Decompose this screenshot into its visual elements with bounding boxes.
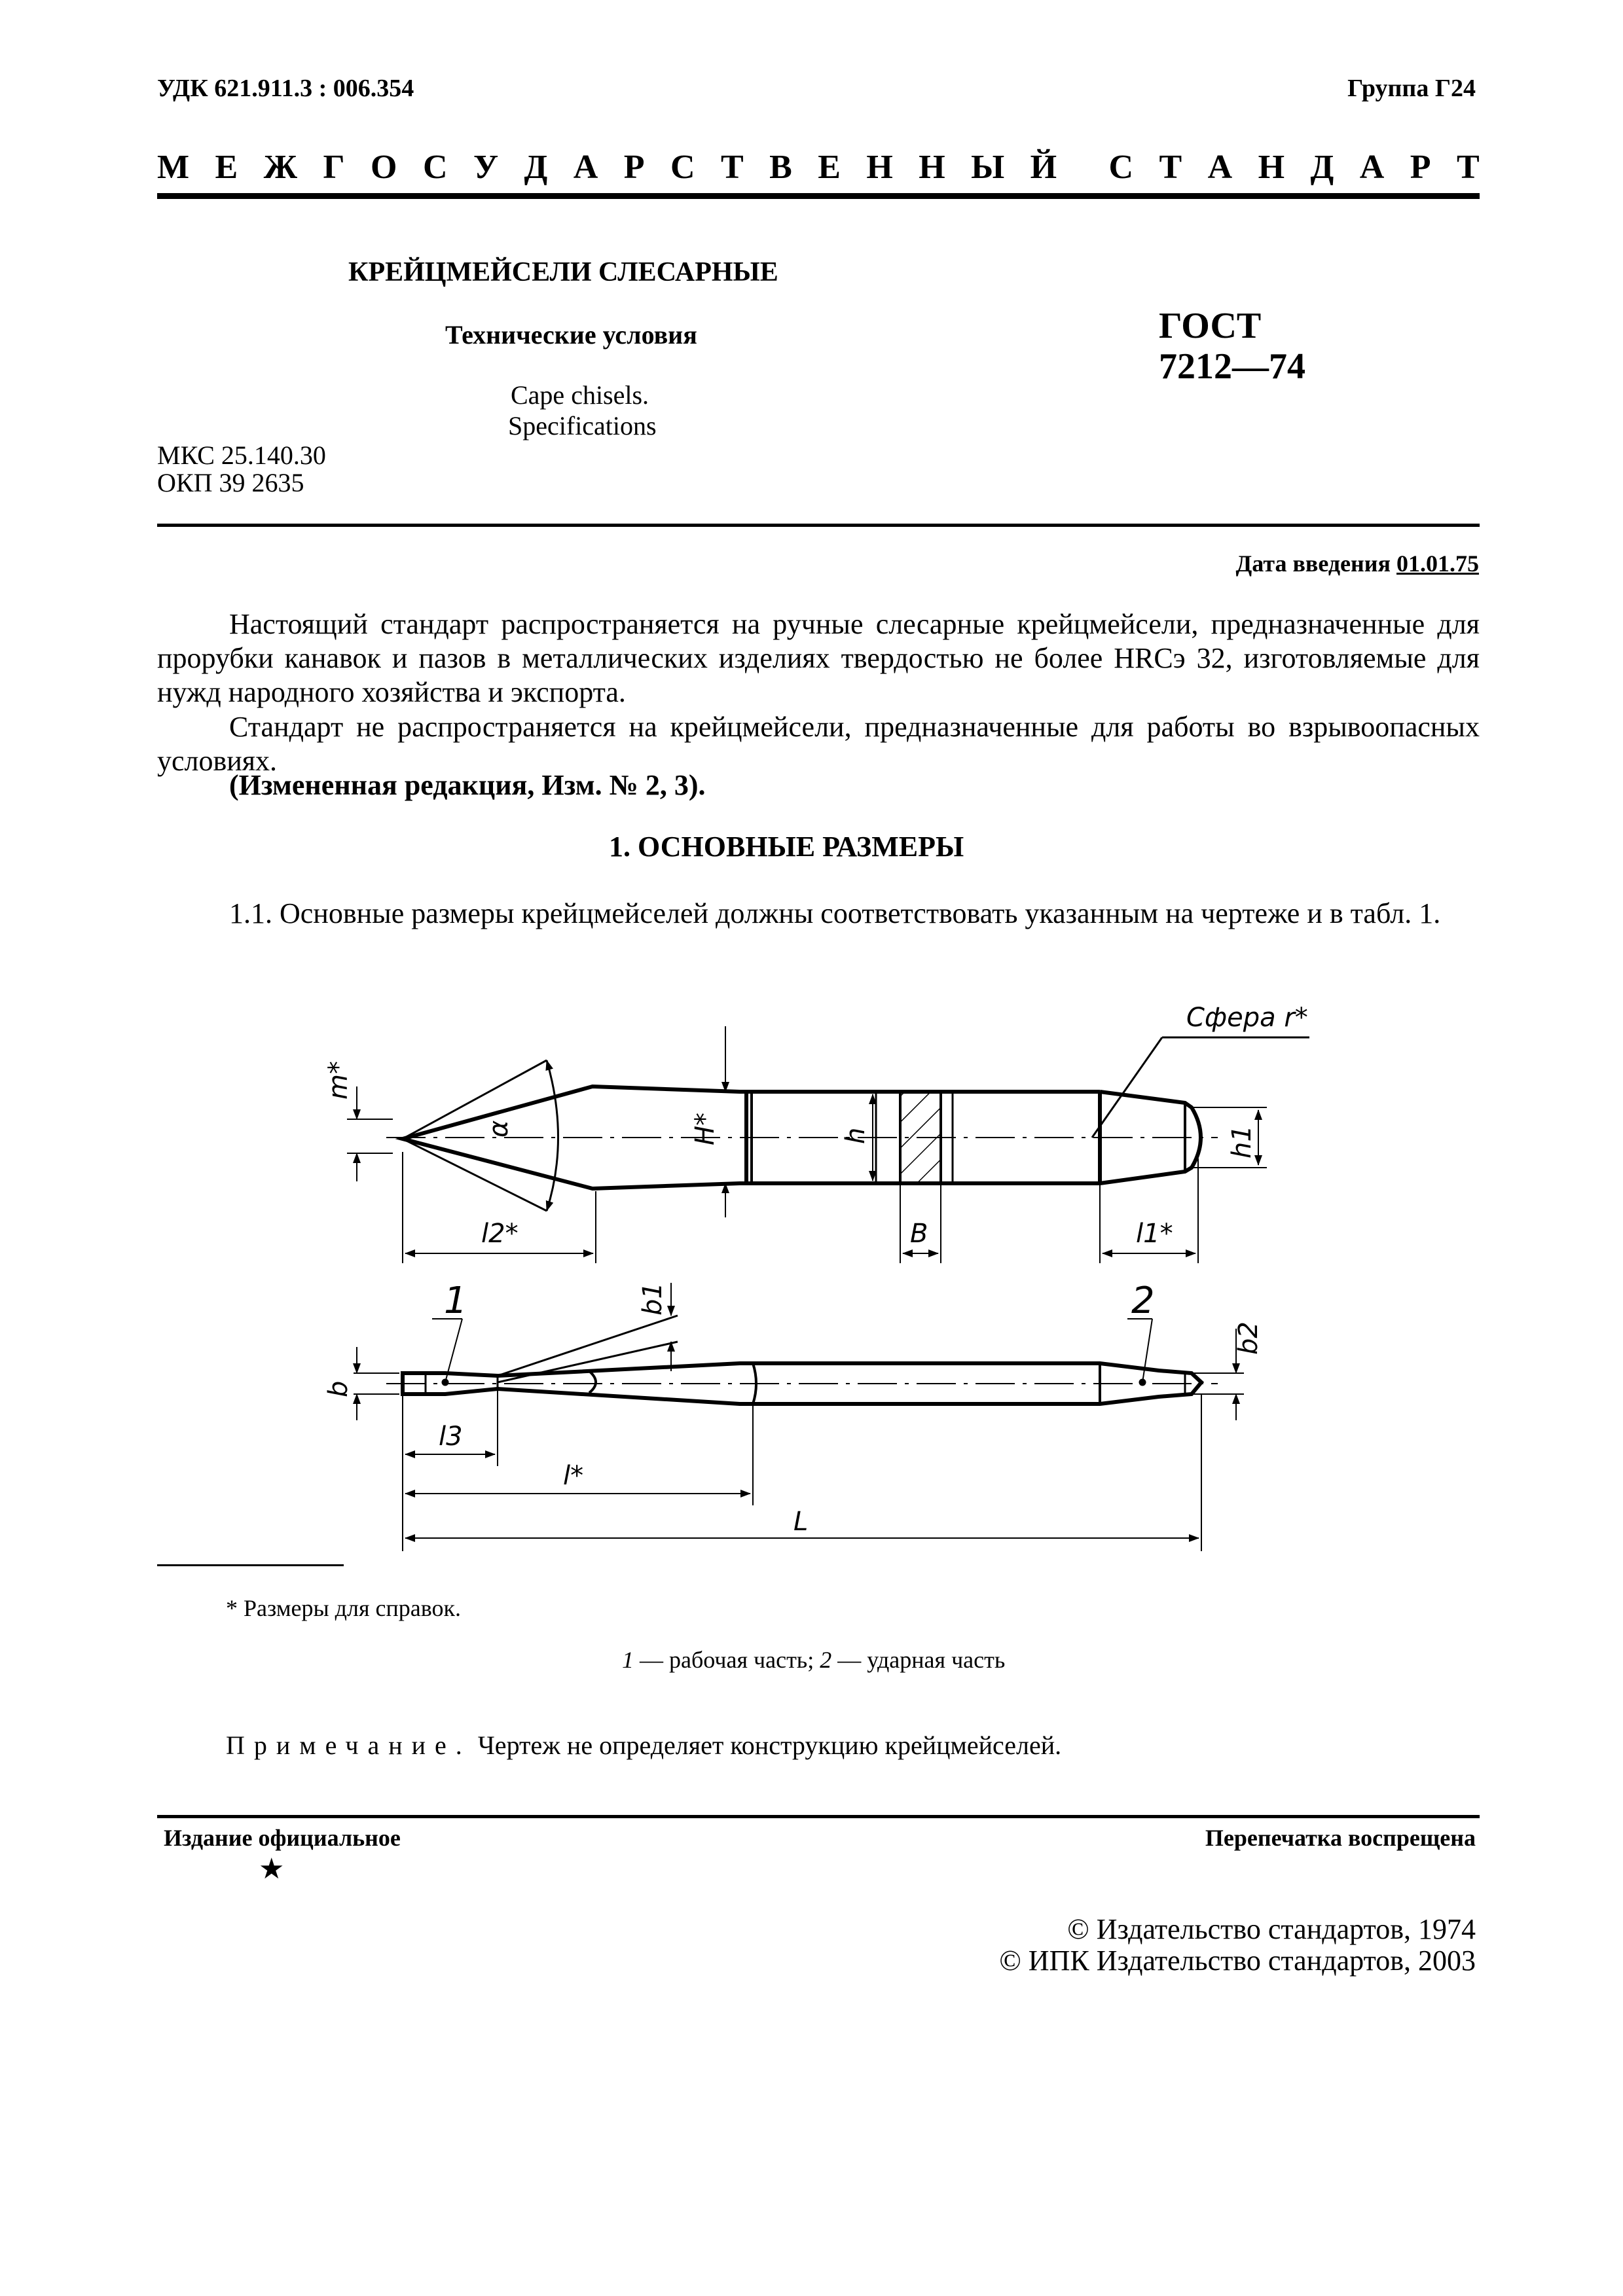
banner-letter: Т: [1159, 148, 1182, 186]
callout-1: 1: [444, 1280, 467, 1322]
banner-letter: С: [422, 148, 448, 186]
banner-letter: Н: [919, 148, 945, 186]
banner-letter: Г: [323, 148, 345, 186]
header-rule: [157, 193, 1480, 199]
udk-code: УДК 621.911.3 : 006.354: [157, 75, 414, 102]
title-rule: [157, 524, 1480, 527]
banner-letter: Т: [720, 148, 744, 186]
scope-paragraph: Настоящий стандарт распространяется на ручные слесарные крейцмейсели, предназначенные для прорубки канавок и пазов в металлических изделиях твердостью не более HRCэ 32, изготовляемые для нужд народного хозяйства и экспорта.: [157, 608, 1480, 708]
banner-letter: М: [157, 148, 190, 186]
banner-letter: Р: [1410, 148, 1431, 186]
label-l: l*: [563, 1461, 584, 1491]
label-b2: b2: [1233, 1321, 1264, 1355]
drawing-legend: [622, 1646, 1005, 1674]
label-B: B: [910, 1219, 928, 1249]
note-text: Чертеж не определяет конструкцию крейцмейселей.: [471, 1731, 1062, 1760]
drawing-note: [226, 1730, 1061, 1761]
label-H: H*: [690, 1112, 720, 1145]
label-m: m*: [323, 1061, 354, 1100]
group-code: Группа Г24: [1347, 75, 1476, 102]
banner-letter: Р: [623, 148, 645, 186]
star-icon: ★: [259, 1852, 285, 1886]
okp-code: ОКП 39 2635: [157, 468, 304, 497]
banner-letter: Д: [524, 148, 548, 186]
banner-letter: Ы: [971, 148, 1005, 186]
label-b: b: [323, 1380, 354, 1397]
legend-1-number: 1: [622, 1647, 634, 1673]
banner-letter: Е: [215, 148, 238, 186]
amendment-note: (Измененная редакция, Изм. № 2, 3).: [229, 769, 706, 801]
document-subtitle: Технические условия: [445, 320, 697, 350]
banner-letter: А: [1359, 148, 1385, 186]
intro-date-value: 01.01.75: [1396, 550, 1479, 577]
banner-letter: А: [1207, 148, 1233, 186]
banner-letter: Д: [1310, 148, 1334, 186]
reprint-prohibited: Перепечатка воспрещена: [1205, 1825, 1476, 1851]
banner-letter: Й: [1030, 148, 1057, 186]
english-title-line2: Specifications: [508, 411, 657, 440]
label-h1: h1: [1227, 1125, 1257, 1158]
footnote-rule: [157, 1564, 344, 1566]
note-label: Примечание.: [226, 1731, 471, 1760]
document-title: КРЕЙЦМЕЙСЕЛИ СЛЕСАРНЫЕ: [348, 257, 778, 287]
banner-letter: С: [670, 148, 695, 186]
legend-2-text: — ударная часть: [831, 1647, 1006, 1673]
label-alpha: α: [484, 1120, 514, 1138]
gost-label: ГОСТ: [1159, 306, 1262, 346]
banner-letter: С: [1108, 148, 1134, 186]
banner-letter: Н: [1258, 148, 1285, 186]
banner-letter: Ж: [263, 148, 298, 186]
section-title: 1. ОСНОВНЫЕ РАЗМЕРЫ: [609, 831, 964, 863]
chisel-drawing: [0, 969, 1623, 1558]
banner-letter: У: [473, 148, 499, 186]
gost-number: 7212—74: [1159, 346, 1305, 387]
legend-2-number: 2: [820, 1647, 832, 1673]
label-b1: b1: [638, 1282, 668, 1316]
label-l2: l2*: [481, 1219, 519, 1249]
label-sphere: Сфера r*: [1186, 1003, 1308, 1033]
clause-1-1: 1.1. Основные размеры крейцмейселей должны соответствовать указанным на чертеже и в табл. 1.: [229, 897, 1441, 929]
mks-code: МКС 25.140.30: [157, 440, 326, 470]
label-h: h: [841, 1127, 871, 1144]
standard-banner: [157, 137, 1480, 196]
official-edition: Издание официальное: [164, 1825, 401, 1851]
banner-letter: В: [769, 148, 792, 186]
banner-letter: Н: [866, 148, 893, 186]
banner-letter: О: [371, 148, 397, 186]
intro-date-label: Дата введения: [1235, 550, 1391, 577]
intro-date: [1236, 550, 1480, 577]
label-l1: l1*: [1136, 1219, 1173, 1249]
legend-1-text: — рабочая часть;: [634, 1647, 820, 1673]
drawing-labels: [323, 1003, 1308, 1537]
banner-letter: Т: [1456, 148, 1480, 186]
copyright-2003: © ИПК Издательство стандартов, 2003: [999, 1945, 1476, 1977]
banner-letter: Е: [818, 148, 841, 186]
label-l3: l3: [439, 1422, 463, 1452]
banner-letter: А: [573, 148, 598, 186]
footer-rule: [157, 1815, 1480, 1818]
exclusion-paragraph: Стандарт не распространяется на крейцмейсели, предназначенные для работы во взрывоопасных условиях.: [157, 711, 1480, 777]
label-L: L: [793, 1507, 809, 1537]
copyright-1974: © Издательство стандартов, 1974: [1067, 1913, 1476, 1945]
callout-2: 2: [1131, 1280, 1155, 1322]
english-title-line1: Cape chisels.: [511, 380, 649, 410]
reference-footnote: * Размеры для справок.: [226, 1595, 461, 1621]
